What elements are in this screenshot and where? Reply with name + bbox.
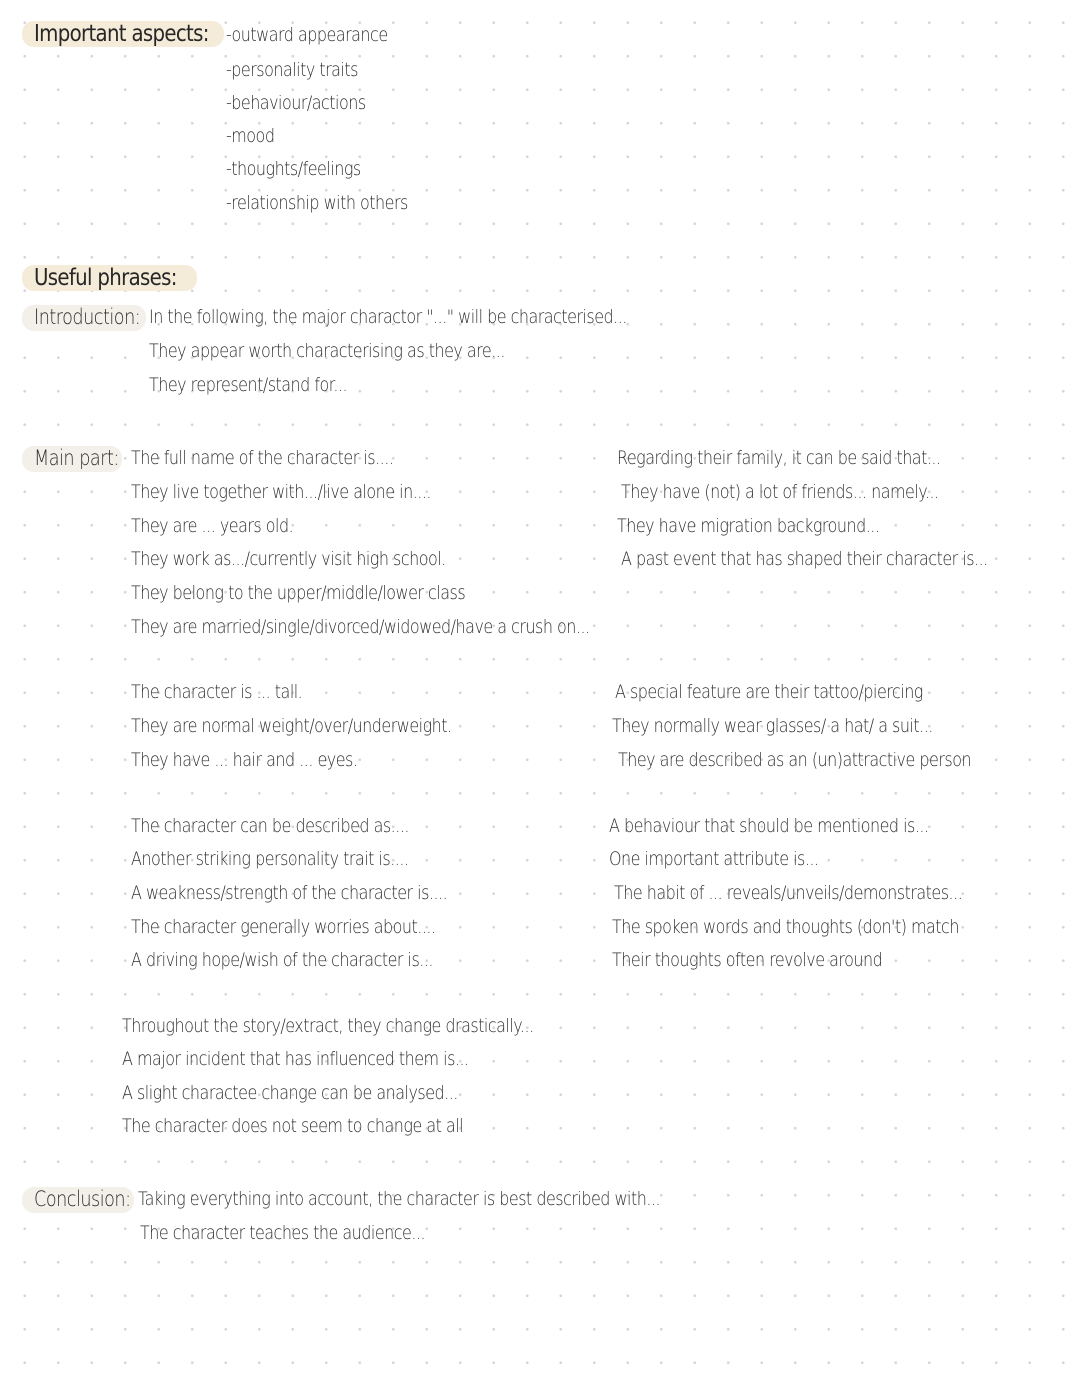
main-right-line: A behaviour that should be mentioned is... [609,815,929,837]
main-right-line: The habit of ... reveals/unveils/demonstrates... [614,882,963,904]
main-left-line: They are normal weight/over/underweight. [131,715,452,737]
main-left-line: They are ... years old. [131,515,294,537]
main-left-line: They live together with.../live alone in.... [131,481,431,503]
main-right-line: The spoken words and thoughts (don't) match [612,916,959,938]
main-part-label: Main part: [34,446,119,470]
main-right-line: A special feature are their tattoo/piercing [615,681,923,703]
introduction-line: They represent/stand for... [149,374,348,396]
introduction-line: They appear worth characterising as they are... [149,340,505,362]
main-right-line: They have (not) a lot of friends... namely... [621,481,939,503]
aspect-item: -relationship with others [226,192,408,214]
conclusion-label: Conclusion: [34,1187,131,1211]
main-left-line: A weakness/strength of the character is.... [131,882,448,904]
main-right-line: They are described as an (un)attractive person [618,749,972,771]
aspect-item: -thoughts/feelings [226,158,361,180]
main-left-line: They work as.../currently visit high school. [131,548,446,570]
main-right-line: They have migration background... [617,515,880,537]
introduction-label: Introduction: [34,305,141,329]
aspect-item: -outward appearance [226,24,388,46]
main-left-line: A driving hope/wish of the character is... [131,949,433,971]
useful-phrases-heading: Useful phrases: [34,265,177,291]
main-left-line: The character does not seem to change at all [122,1115,464,1137]
main-right-line: Their thoughts often revolve around [612,949,883,971]
conclusion-line: The character teaches the audience... [140,1222,426,1244]
important-aspects-label: Important aspects: [34,21,209,47]
aspect-item: -mood [226,125,275,147]
main-left-line: The character is ... tall. [131,681,303,703]
main-right-line: Regarding their family, it can be said that... [617,447,941,469]
main-left-line: Throughout the story/extract, they change drastically... [122,1015,534,1037]
main-left-line: Another striking personality trait is.... [131,848,409,870]
main-right-line: A past event that has shaped their character is... [621,548,988,570]
main-left-line: A major incident that has influenced them is... [122,1048,469,1070]
main-left-line: A slight charactee change can be analysed... [122,1082,458,1104]
main-left-line: The character generally worries about.... [131,916,436,938]
conclusion-line: Taking everything into account, the character is best described with... [138,1188,661,1210]
main-left-line: They have ... hair and ... eyes. [131,749,358,771]
aspect-item: -behaviour/actions [226,92,366,114]
main-left-line: They belong to the upper/middle/lower class [131,582,466,604]
aspect-item: -personality traits [226,59,358,81]
introduction-line: In the following, the major charactor "..." will be characterised... [149,306,627,328]
main-left-line: The character can be described as.... [131,815,409,837]
main-right-line: They normally wear glasses/ a hat/ a suit... [612,715,933,737]
main-left-line: The full name of the character is.... [131,447,394,469]
main-left-line: They are married/single/divorced/widowed/have a crush on... [131,616,590,638]
main-right-line: One important attribute is... [609,848,819,870]
